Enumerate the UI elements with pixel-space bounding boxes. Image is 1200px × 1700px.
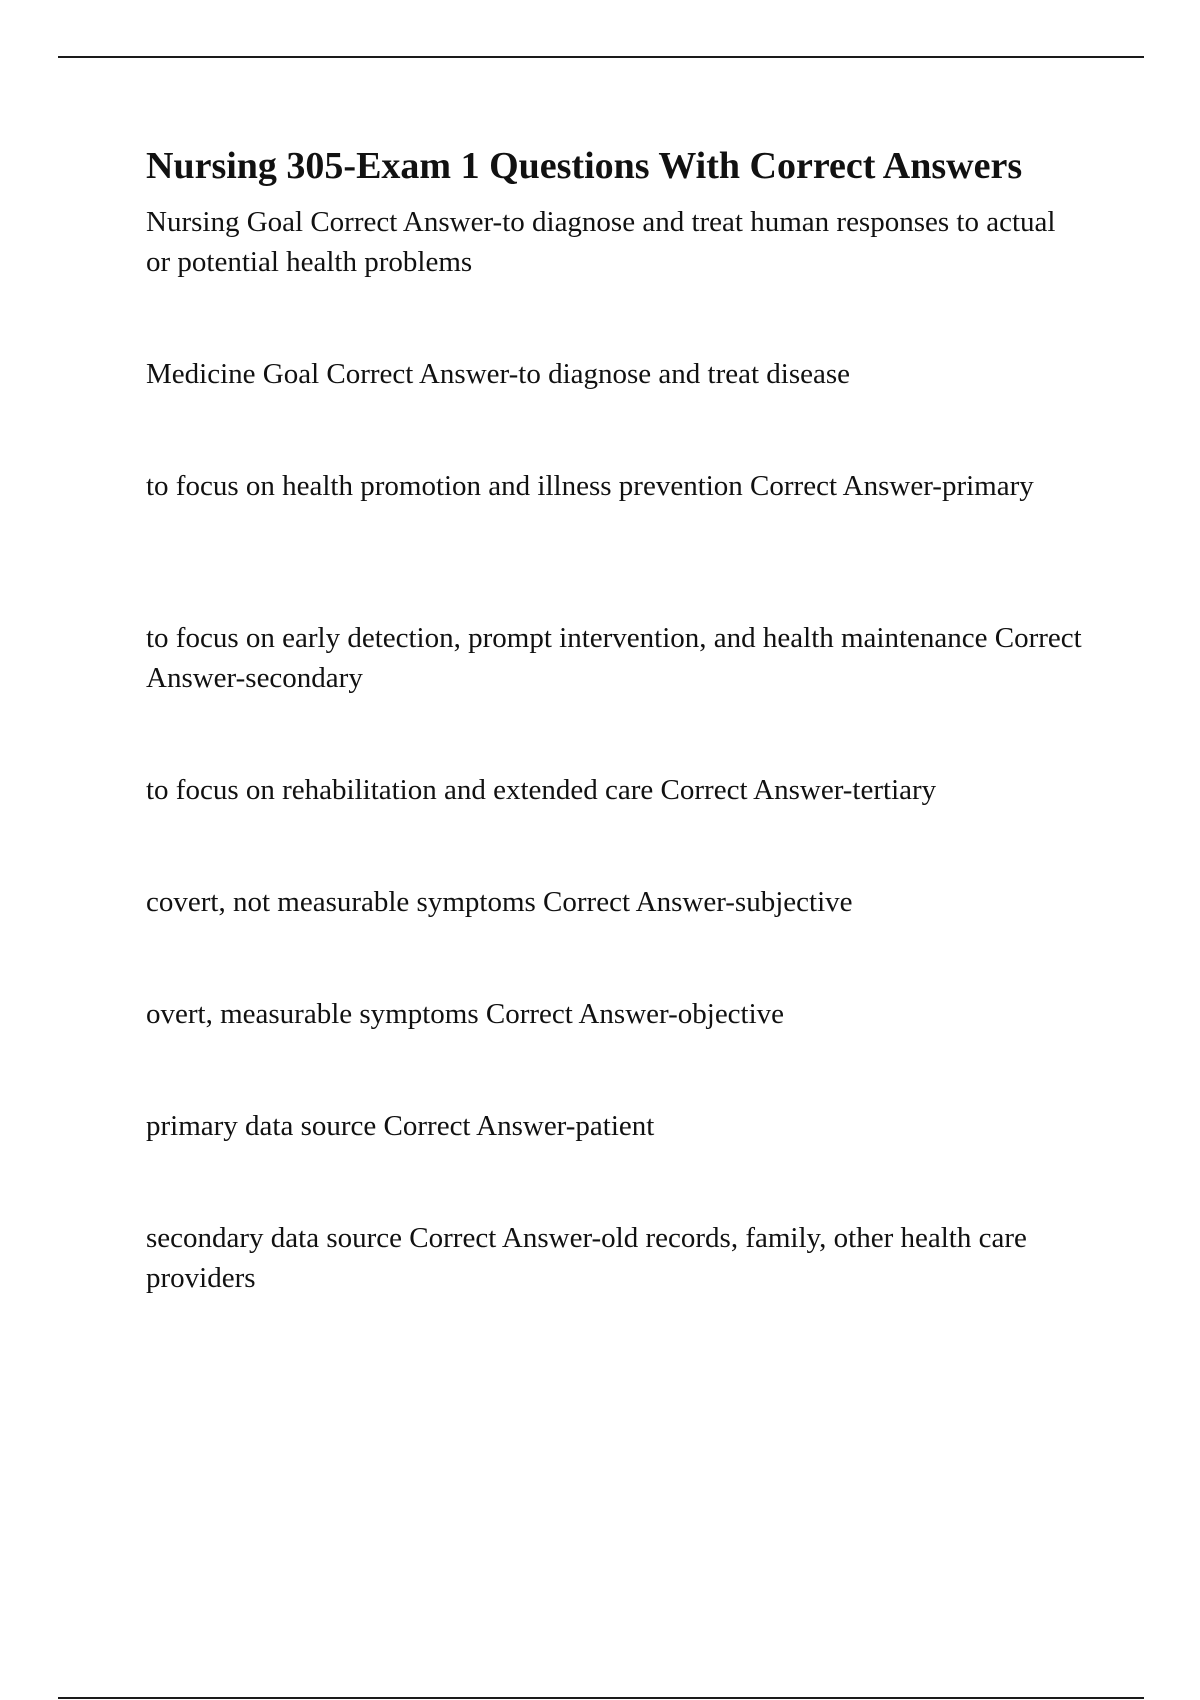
qa-list xyxy=(146,202,1086,1370)
qa-item: primary data source Correct Answer-patient xyxy=(146,1110,655,1142)
qa-item: Medicine Goal Correct Answer-to diagnose and treat disease xyxy=(146,358,851,390)
qa-item: overt, measurable symptoms Correct Answer-objective xyxy=(146,998,785,1030)
bottom-divider xyxy=(58,1697,1144,1699)
document-body xyxy=(146,140,1086,1370)
qa-item: secondary data source Correct Answer-old records, family, other health care providers xyxy=(146,1222,1027,1294)
document-title: Nursing 305-Exam 1 Questions With Correct Answers xyxy=(146,145,1023,187)
qa-item: to focus on early detection, prompt intervention, and health maintenance Correct Answer-secondary xyxy=(146,622,1082,694)
qa-item: covert, not measurable symptoms Correct Answer-subjective xyxy=(146,886,853,918)
qa-item: to focus on rehabilitation and extended care Correct Answer-tertiary xyxy=(146,774,937,806)
top-divider xyxy=(58,56,1144,58)
qa-item: Nursing Goal Correct Answer-to diagnose and treat human responses to actual or potential health problems xyxy=(146,206,1056,278)
qa-item: to focus on health promotion and illness prevention Correct Answer-primary xyxy=(146,470,1034,502)
